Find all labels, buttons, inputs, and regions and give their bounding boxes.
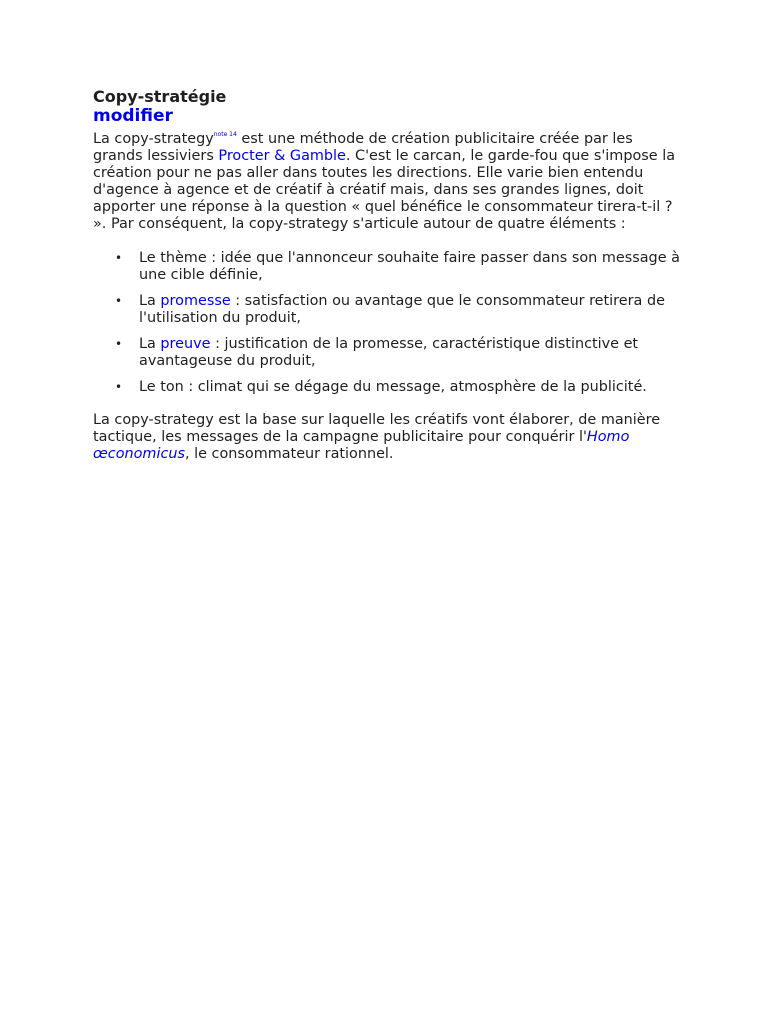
list-item-prefix: La — [139, 336, 161, 352]
intro-text-2: est une méthode de création publicitaire créée par les grands lessiviers — [93, 131, 633, 164]
list-item-theme — [139, 250, 683, 284]
list-item-prefix: La — [139, 293, 161, 309]
intro-text-3: . C'est le carcan, le garde-fou que s'impose la création pour ne pas aller dans toutes les directions. Elle varie bien entendu d'agence à agence et de créatif à créatif mais, dans ses grandes lignes, doit apporter une réponse à la question « quel bénéfice le consommateur tirera-t-il ? ». Par conséquent, la copy-strategy s'articule autour de quatre éléments : — [93, 148, 676, 232]
list-item-text: Le thème : idée que l'annonceur souhaite faire passer dans son message à une cible définie, — [139, 250, 680, 283]
list-item-ton — [139, 379, 683, 396]
edit-section-link[interactable]: modifier — [93, 106, 173, 126]
homo-oeconomicus-text: Homo œconomicus — [93, 429, 630, 462]
article-section — [93, 87, 683, 463]
promesse-link[interactable]: promesse — [160, 293, 231, 309]
intro-paragraph — [93, 131, 683, 233]
closing-text-1: La copy-strategy est la base sur laquelle les créatifs vont élaborer, de manière tactique, les messages de la campagne publicitaire pour conquérir l' — [93, 412, 661, 445]
preuve-link[interactable]: preuve — [160, 336, 211, 352]
list-item-suffix: : justification de la promesse, caractéristique distinctive et avantageuse du produit, — [139, 336, 639, 369]
list-item-suffix: : satisfaction ou avantage que le consommateur retirera de l'utilisation du produit, — [139, 293, 665, 326]
list-item-promesse — [139, 293, 683, 327]
list-item-preuve — [139, 336, 683, 370]
list-item-text: Le ton : climat qui se dégage du message, atmosphère de la publicité. — [139, 379, 647, 395]
procter-gamble-link[interactable]: Procter & Gamble — [218, 148, 346, 164]
section-title: Copy-stratégie — [93, 87, 227, 106]
closing-text-2: , le consommateur rationnel. — [184, 446, 394, 462]
intro-text-1: La copy-strategy — [93, 131, 214, 147]
closing-paragraph — [93, 412, 683, 463]
elements-list — [93, 250, 683, 396]
footnote-ref[interactable]: note 14 — [213, 131, 237, 138]
